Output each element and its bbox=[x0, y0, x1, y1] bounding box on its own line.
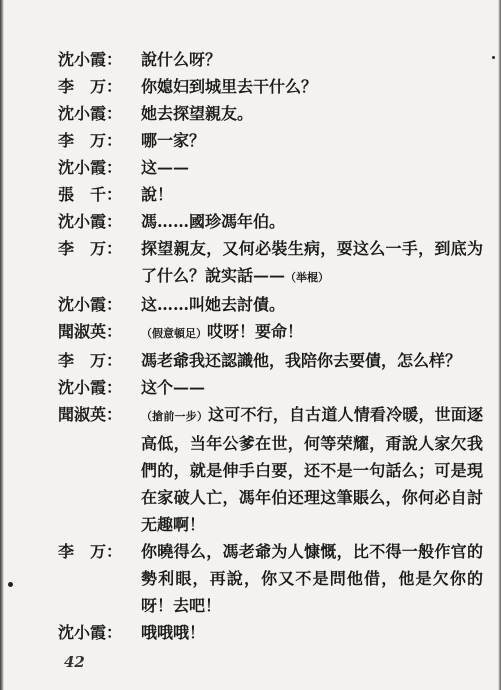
dialogue-line bbox=[58, 127, 483, 154]
speech-text bbox=[141, 291, 483, 318]
dialogue-line bbox=[58, 235, 483, 291]
speech-fragment: 說！ bbox=[141, 185, 174, 204]
dialogue-line bbox=[58, 73, 483, 100]
stage-direction: （搶前一步） bbox=[141, 410, 209, 423]
page-edge-left bbox=[0, 0, 4, 690]
speech-fragment: 哪一家？ bbox=[141, 131, 206, 150]
speech-fragment: 这—— bbox=[141, 158, 190, 177]
dialogue-line bbox=[58, 46, 483, 73]
speech-text bbox=[141, 46, 483, 73]
speech-fragment: 探望親友，又何必裝生病，耍这么一手，到底为了什么？說实話—— bbox=[141, 239, 483, 285]
speech-fragment: 哦哦哦！ bbox=[141, 623, 206, 642]
speech-fragment: 这可不行，自古道人情看冷暖，世面逐高低，当年公爹在世，何等荣耀，甭說人家欠我們的，就是伸手白要，还不是一句話么；可是現在家破人亡，馮年伯还理这筆賬么，你何必自討无趣啊！ bbox=[141, 405, 483, 534]
dialogue-line bbox=[58, 100, 483, 127]
speaker-name: 李 万： bbox=[58, 77, 123, 96]
speech-text bbox=[141, 619, 483, 646]
speech-fragment: 哎呀！要命！ bbox=[207, 322, 304, 341]
speaker-name: 沈小霞： bbox=[58, 104, 123, 123]
speaker-name: 聞淑英： bbox=[58, 405, 123, 424]
speech-text bbox=[141, 347, 483, 374]
ink-speck bbox=[8, 582, 13, 587]
dialogue-line bbox=[58, 208, 483, 235]
speech-text bbox=[141, 73, 483, 100]
dialogue-line bbox=[58, 154, 483, 181]
page-number: 42 bbox=[64, 653, 85, 671]
speaker-name: 李 万： bbox=[58, 131, 123, 150]
speech-fragment: 这……叫她去討債。 bbox=[141, 295, 286, 314]
speech-text bbox=[141, 374, 483, 401]
speaker-name: 李 万： bbox=[58, 542, 123, 561]
speech-fragment: 你媳妇到城里去干什么？ bbox=[141, 77, 318, 96]
speech-fragment: 这个—— bbox=[141, 378, 206, 397]
speech-fragment: 你曉得么，馮老爺为人慷慨，比不得一般作官的勢利眼，再說，你又不是問他借，他是欠你的呀！去吧！ bbox=[141, 542, 483, 615]
speech-text bbox=[141, 235, 483, 291]
speaker-name: 李 万： bbox=[58, 351, 123, 370]
speech-fragment: 她去探望親友。 bbox=[141, 104, 254, 123]
speaker-name: 李 万： bbox=[58, 239, 123, 258]
speaker-name: 聞淑英： bbox=[58, 322, 123, 341]
ink-speck bbox=[492, 56, 495, 59]
dialogue-line bbox=[58, 291, 483, 318]
speaker-name: 沈小霞： bbox=[58, 158, 123, 177]
dialogue-block bbox=[58, 46, 483, 646]
speech-text bbox=[141, 401, 483, 538]
speech-text bbox=[141, 181, 483, 208]
dialogue-line bbox=[58, 619, 483, 646]
speaker-name: 張 千： bbox=[58, 185, 123, 204]
speaker-name: 沈小霞： bbox=[58, 378, 123, 397]
dialogue-line bbox=[58, 347, 483, 374]
stage-direction: （举棍） bbox=[285, 271, 330, 284]
speech-fragment: 馮老爺我还認識他，我陪你去要債，怎么样？ bbox=[141, 351, 462, 370]
speech-text bbox=[141, 318, 483, 347]
dialogue-line bbox=[58, 401, 483, 538]
speaker-name: 沈小霞： bbox=[58, 212, 123, 231]
speaker-name: 沈小霞： bbox=[58, 295, 123, 314]
speech-text bbox=[141, 154, 483, 181]
dialogue-line bbox=[58, 374, 483, 401]
speech-text bbox=[141, 538, 483, 619]
dialogue-line bbox=[58, 318, 483, 347]
speech-fragment: 說什么呀？ bbox=[141, 50, 222, 69]
speech-text bbox=[141, 208, 483, 235]
dialogue-line bbox=[58, 538, 483, 619]
dialogue-line bbox=[58, 181, 483, 208]
stage-direction: （假意頓足） bbox=[141, 327, 207, 340]
speaker-name: 沈小霞： bbox=[58, 50, 123, 69]
speech-text bbox=[141, 127, 483, 154]
speaker-name: 沈小霞： bbox=[58, 623, 123, 642]
speech-text bbox=[141, 100, 483, 127]
speech-fragment: 馮……國珍馮年伯。 bbox=[141, 212, 286, 231]
